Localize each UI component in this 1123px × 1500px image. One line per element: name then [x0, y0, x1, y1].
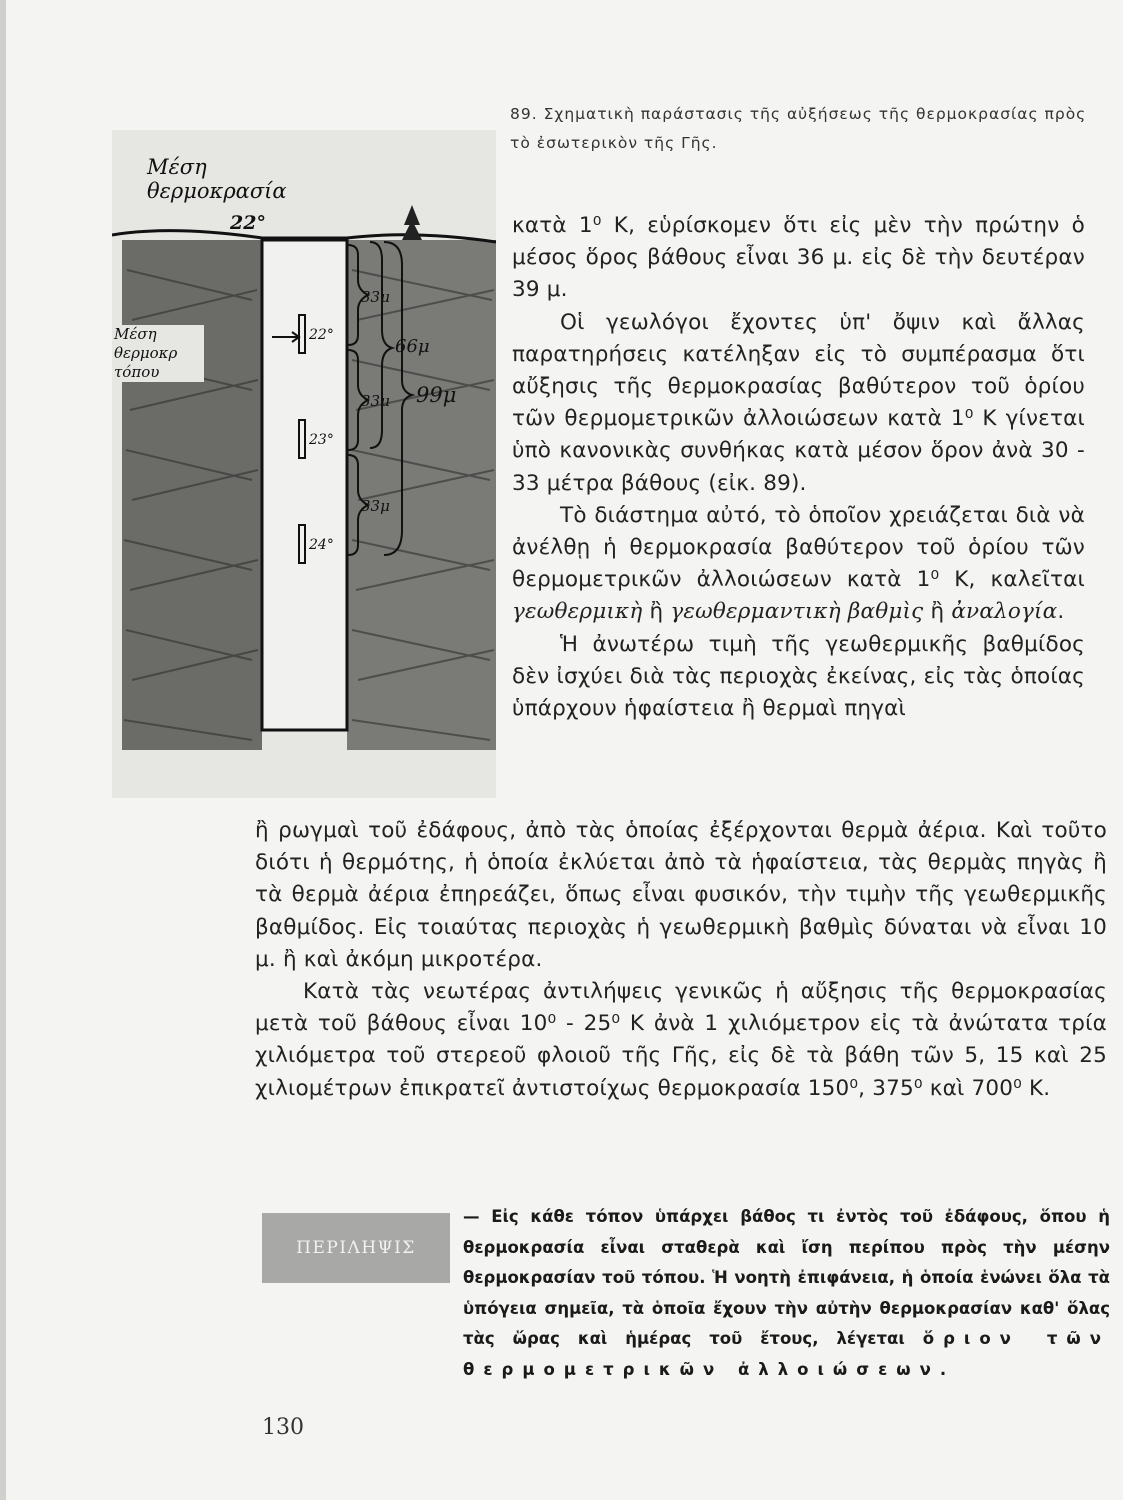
local-temperature-label: Μέση θερμοκρ τόπου — [114, 325, 204, 382]
page-edge — [0, 0, 6, 1500]
summary-text: — Εἰς κάθε τόπον ὑπάρχει βάθος τι ἐντὸς τοῦ ἐδάφους, ὅπου ἡ θερμοκρασία εἶναι σταθερὰ καὶ ἴση περίπου πρὸς τὴν μέσην θερμοκρασίαν τοῦ τόπου. Ἡ νοητὴ ἐπιφάνεια, ἡ ὁποία ἑνώνει ὅλα τὰ ὑπόγεια σημεῖα, τὰ ὁποῖα ἔχουν τὴν αὐτὴν θερμοκρασίαν καθ' ὅλας τὰς ὥρας καὶ ἡμέρας τοῦ ἔτους, λέγεται — [463, 1207, 1110, 1348]
paragraph-1: κατὰ 1⁰ Κ, εὑρίσκομεν ὅτι εἰς μὲν τὴν πρώτην ὁ μέσος ὅρος βάθους εἶναι 36 μ. εἰς δὲ τὴν δευτέραν 39 μ. — [512, 213, 1085, 303]
depth-66-label: 66μ — [395, 336, 430, 357]
figure-89 — [112, 130, 496, 798]
summary-tag: ΠΕΡΙΛΗΨΙΣ — [262, 1213, 450, 1283]
paragraph-5: Κατὰ τὰς νεωτέρας ἀντιλήψεις γενικῶς ἡ αὔξησις τῆς θερμοκρασίας μετὰ τοῦ βάθους εἶναι 10⁰ - 25⁰ Κ ἀνὰ 1 χιλιόμετρον εἰς τὰ ἀνώτατα τρία χιλιόμετρα τοῦ στερεοῦ φλοιοῦ τῆς Γῆς, εἰς δὲ τὰ βάθη τῶν 5, 15 καὶ 25 χιλιομέτρων ἐπικρατεῖ ἀντιστοίχως θερμοκρασία 150⁰, 375⁰ καὶ 700⁰ Κ. — [255, 979, 1107, 1101]
temp-22-label: 22° — [309, 327, 334, 343]
depth-33-label-3: 33μ — [361, 497, 390, 515]
summary-term: ὅριον τῶν θερμομετρικῶν ἀλλοιώσεων. — [463, 1329, 1110, 1379]
full-width-text — [255, 815, 1107, 1105]
paragraph-2: Οἱ γεωλόγοι ἔχοντες ὑπ' ὄψιν καὶ ἄλλας παρατηρήσεις κατέληξαν εἰς τὸ συμπέρασμα ὅτι αὔξησις τῆς θερμοκρασίας βαθύτερον τοῦ ὁρίου τῶν θερμομετρικῶν ἀλλοιώσεων κατὰ 1⁰ Κ γίνεται ὑπὸ κανονικὰς συνθήκας κατὰ μέσον ὅρον ἀνὰ 30 - 33 μέτρα βάθους (εἰκ. 89). — [512, 309, 1085, 496]
paragraph-3-or-1: ἢ — [642, 599, 671, 625]
paragraph-3-or-2: ἢ — [923, 599, 952, 625]
paragraph-4-full: ἢ ρωγμαὶ τοῦ ἐδάφους, ἀπὸ τὰς ὁποίας ἐξέρχονται θερμὰ ἀέρια. Καὶ τοῦτο διότι ἡ θερμότης, ἡ ὁποία ἐκλύεται ἀπὸ τὰ ἡφαίστεια, τὰς θερμὰς πηγὰς ἢ τὰ θερμὰ ἀέρια ἐπηρεάζει, ὅπως εἶναι φυσικόν, τὴν τιμὴν τῆς γεωθερμικῆς βαθμίδος. Εἰς τοιαύτας περιοχὰς ἡ γεωθερμικὴ βαθμὶς δύναται νὰ εἶναι 10 μ. ἢ καὶ ἀκόμη μικροτέρα. — [255, 818, 1107, 972]
caption-text: 89. Σχηματικὴ παράστασις τῆς αὐξήσεως τῆς θερμοκρασίας πρὸς τὸ ἐσωτερικὸν τῆς Γῆς. — [510, 105, 1087, 152]
page-number: 130 — [262, 1415, 304, 1440]
temp-23-label: 23° — [309, 432, 334, 448]
figure-caption — [510, 100, 1100, 158]
depth-33-label-2: 33μ — [361, 392, 390, 410]
summary-block — [258, 1202, 1110, 1385]
summary-text-wrap — [258, 1202, 1110, 1385]
right-column — [512, 210, 1085, 725]
depth-99-label: 99μ — [416, 383, 457, 407]
term-geothermal-gradient: γεωθερμαντικὴ βαθμὶς — [670, 599, 924, 625]
surface-temperature-label: Μέση θερμοκρασία — [147, 155, 287, 203]
term-ratio: ἀναλογία — [951, 599, 1058, 625]
shaft — [262, 240, 347, 730]
depth-33-label-1: 33μ — [361, 288, 390, 306]
temp-24-label: 24° — [309, 537, 334, 553]
paragraph-3-end: . — [1057, 599, 1065, 625]
surface-temperature-value: 22° — [230, 212, 266, 234]
paragraph-3 — [512, 500, 1085, 629]
paragraph-3-start: Τὸ διάστημα αὐτό, τὸ ὁποῖον χρειάζεται διὰ νὰ ἀνέλθῃ ἡ θερμοκρασία βαθύτερον τοῦ ὁρίου τῶν θερμομετρικῶν ἀλλοιώσεων κατὰ 1⁰ Κ, καλεῖται — [512, 502, 1085, 593]
term-geothermal: γεωθερμικὴ — [512, 599, 643, 625]
geothermal-diagram — [112, 130, 496, 798]
paragraph-4-column: Ἡ ἀνωτέρω τιμὴ τῆς γεωθερμικῆς βαθμίδος δὲν ἰσχύει διὰ τὰς περιοχὰς ἐκείνας, εἰς τὰς ὁποίας ὑπάρχουν ἡφαίστεια ἢ θερμαὶ πηγαὶ — [512, 631, 1085, 722]
tree-icon — [402, 205, 422, 240]
